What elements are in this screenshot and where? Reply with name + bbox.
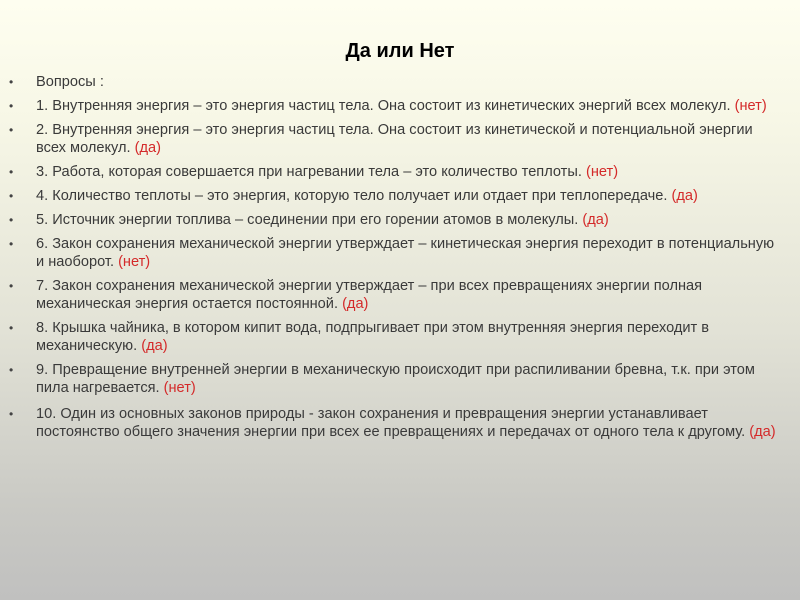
list-item	[0, 73, 800, 91]
list-item	[0, 187, 800, 205]
list-item	[0, 235, 800, 271]
list-item	[0, 211, 800, 229]
bullet-icon: •	[9, 189, 14, 203]
list-item	[0, 121, 800, 157]
item-text: 5. Источник энергии топлива – соединении при его горении атомов в молекулы.	[36, 212, 583, 228]
bullet-icon: •	[9, 165, 14, 179]
answer-label: (нет)	[734, 98, 767, 114]
slide-title: Да или Нет	[345, 40, 455, 62]
answer-label: (да)	[582, 212, 609, 228]
bullet-icon: •	[9, 279, 14, 293]
answer-label: (нет)	[163, 380, 196, 396]
list-item	[0, 319, 800, 355]
list-item	[0, 361, 800, 397]
item-text: Вопросы :	[36, 74, 104, 90]
item-text: 10. Один из основных законов природы - закон сохранения и превращения энергии устанавливает постоянство общего значения энергии при всех ее превращениях и передачах от одного тела к другому.	[36, 406, 750, 440]
list-item	[0, 405, 800, 441]
item-text: 8. Крышка чайника, в котором кипит вода, подпрыгивает при этом внутренняя энергия переходит в механическую.	[36, 320, 710, 354]
item-text: 6. Закон сохранения механической энергии утверждает – кинетическая энергия переходит в потенциальную и наоборот.	[36, 236, 775, 270]
item-text: 9. Превращение внутренней энергии в механическую происходит при распиливании бревна, т.к. при этом пила нагревается.	[36, 362, 755, 396]
bullet-icon: •	[9, 237, 14, 251]
bullet-icon: •	[9, 99, 14, 113]
answer-label: (да)	[671, 188, 698, 204]
answer-label: (нет)	[585, 164, 619, 180]
answer-label: (нет)	[118, 254, 151, 270]
answer-label: (да)	[134, 140, 162, 156]
item-text: 4. Количество теплоты – это энергия, которую тело получает или отдает при теплопередаче.	[36, 188, 672, 204]
bullet-icon: •	[9, 213, 14, 227]
bullet-icon: •	[9, 75, 14, 89]
bullet-icon: •	[9, 407, 14, 421]
item-text: 2. Внутренняя энергия – это энергия частиц тела. Она состоит из кинетической и потенциальной энергии всех молекул.	[36, 122, 753, 156]
bullet-icon: •	[9, 123, 14, 137]
list-item	[0, 97, 800, 115]
answer-label: (да)	[342, 296, 369, 312]
bullet-icon: •	[9, 321, 14, 335]
list-item	[0, 163, 800, 181]
bullet-icon: •	[9, 363, 14, 377]
answer-label: (да)	[141, 338, 168, 354]
item-text: 1. Внутренняя энергия – это энергия частиц тела. Она состоит из кинетических энергий всех молекул.	[36, 98, 735, 114]
list-item	[0, 277, 800, 313]
item-text: 7. Закон сохранения механической энергии утверждает – при всех превращениях энергии полная механическая энергия остается постоянной.	[36, 278, 703, 312]
item-text: 3. Работа, которая совершается при нагревании тела – это количество теплоты.	[36, 164, 586, 180]
answer-label: (да)	[749, 424, 776, 440]
question-list	[0, 73, 800, 447]
